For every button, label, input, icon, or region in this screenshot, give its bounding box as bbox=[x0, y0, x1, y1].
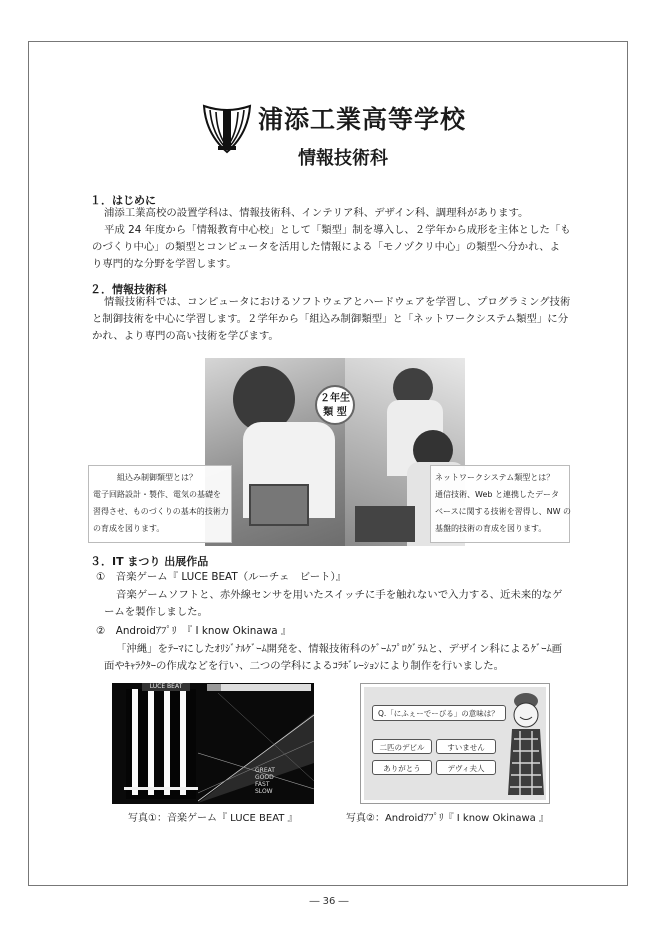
department-name: 情報技術科 bbox=[298, 148, 388, 169]
judgement-label: FAST bbox=[255, 781, 270, 788]
caption-title: 組込み制御類型とは？ bbox=[117, 473, 197, 482]
note-lane bbox=[148, 689, 154, 795]
section1-line: 浦添工業高校の設置学科は、情報技術科、インテリア科、デザイン科、調理科があります。 bbox=[104, 207, 529, 219]
photo2-caption: 写真②：Androidｱﾌﾟﾘ『 I know Okinawa 』 bbox=[346, 813, 549, 824]
answer-option[interactable]: ありがとう bbox=[372, 760, 432, 775]
section2-line: 情報技術科では、コンピュータにおけるソフトウェアとハードウェアを学習し、プログラミング技術 bbox=[104, 296, 571, 308]
i-know-okinawa-screenshot bbox=[360, 683, 550, 804]
item2-line: 面やｷｬﾗｸﾀｰの作成などを行い、二つの学科によるｺﾗﾎﾞﾚｰｼｮﾝにより制作を行いました。 bbox=[104, 660, 505, 672]
caption-title: ネットワークシステム類型とは？ bbox=[435, 473, 555, 482]
note-lane bbox=[164, 689, 170, 795]
section2-heading: ２．情報技術科 bbox=[90, 283, 167, 296]
answer-option[interactable]: すいません bbox=[436, 739, 496, 754]
judgement-label: SLOW bbox=[255, 788, 273, 795]
grade-badge bbox=[315, 385, 355, 425]
caption-line: 基盤的技術の育成を図ります。 bbox=[435, 524, 547, 533]
section1-heading: １．はじめに bbox=[90, 194, 156, 207]
caption-line: 習得させ、ものづくりの基本的技術力 bbox=[93, 507, 229, 516]
section1-line: り専門的な分野を学習します。 bbox=[92, 258, 237, 270]
hit-line bbox=[124, 787, 198, 790]
quiz-question: Q.「にふぇーでーびる」の意味は？ bbox=[372, 705, 506, 721]
caption-line: の育成を図ります。 bbox=[93, 524, 165, 533]
judgement-list bbox=[255, 767, 275, 795]
item2-line: 「沖縄」をﾃｰﾏにしたｵﾘｼﾞﾅﾙｹﾞｰﾑ開発を、情報技術科のｹﾞｰﾑﾌﾟﾛｸﾞﾗﾑと、デザイン科によるｹﾞｰﾑ画 bbox=[116, 643, 563, 655]
network-system-caption bbox=[430, 465, 570, 543]
progress-fill bbox=[207, 684, 221, 691]
badge-line: ２年生 bbox=[320, 393, 350, 404]
page-number: ― 36 ― bbox=[309, 896, 349, 907]
judgement-label: GOOD bbox=[255, 774, 274, 781]
answer-option[interactable]: 二匹のデビル bbox=[372, 739, 432, 754]
note-lane bbox=[180, 689, 186, 795]
photo1-caption: 写真①：音楽ゲーム『 LUCE BEAT 』 bbox=[128, 813, 298, 824]
school-crest-icon bbox=[202, 104, 252, 156]
item1-line: 音楽ゲームソフトと、赤外線センサを用いたスイッチに手を触れないで入力する、近未来的なゲ bbox=[116, 589, 563, 601]
section1-line: 平成 24 年度から「情報教育中心校」として「類型」制を導入し、２学年から成形を主体とした「も bbox=[104, 224, 571, 236]
keyboard bbox=[355, 506, 415, 542]
app-screen bbox=[364, 687, 546, 800]
luce-beat-screenshot bbox=[112, 683, 314, 804]
circuit-board bbox=[249, 484, 309, 526]
section2-line: と制御技術を中心に学習します。２学年から「組込み制御類型」と「ネットワークシステム類型」に分 bbox=[92, 313, 569, 325]
note-lane bbox=[132, 689, 138, 795]
caption-line: 電子回路設計・製作、電気の基礎を bbox=[93, 490, 221, 499]
progress-track bbox=[207, 684, 311, 691]
note-lanes bbox=[126, 689, 196, 799]
judgement-label: GREAT bbox=[255, 767, 275, 774]
item1-line: ームを製作しました。 bbox=[104, 606, 208, 618]
item1-title: ① 音楽ゲーム『 LUCE BEAT（ルーチェ ビート）』 bbox=[96, 571, 347, 583]
badge-line: 類 型 bbox=[323, 407, 347, 418]
section2-line: かれ、より専門の高い技術を学びます。 bbox=[92, 330, 279, 342]
caption-line: ベースに関する技術を習得し、NW の bbox=[435, 507, 572, 516]
answer-option[interactable]: デヴィ夫人 bbox=[436, 760, 496, 775]
school-name: 浦添工業高等学校 bbox=[258, 105, 467, 134]
section3-heading: ３．IT まつり 出展作品 bbox=[90, 555, 209, 568]
item2-title: ② Androidｱﾌﾟﾘ 『 I know Okinawa 』 bbox=[96, 625, 292, 637]
embedded-control-caption bbox=[88, 465, 232, 543]
okinawan-grandmother-icon bbox=[504, 691, 548, 799]
section1-line: のづくり中心」の類型とコンピュータを活用した情報による「モノヅクリ中心」の類型へ分かれ、よ bbox=[92, 241, 560, 253]
caption-line: 通信技術、Web と連携したデータ bbox=[435, 490, 559, 499]
game-title: LUCE BEAT bbox=[142, 683, 190, 691]
